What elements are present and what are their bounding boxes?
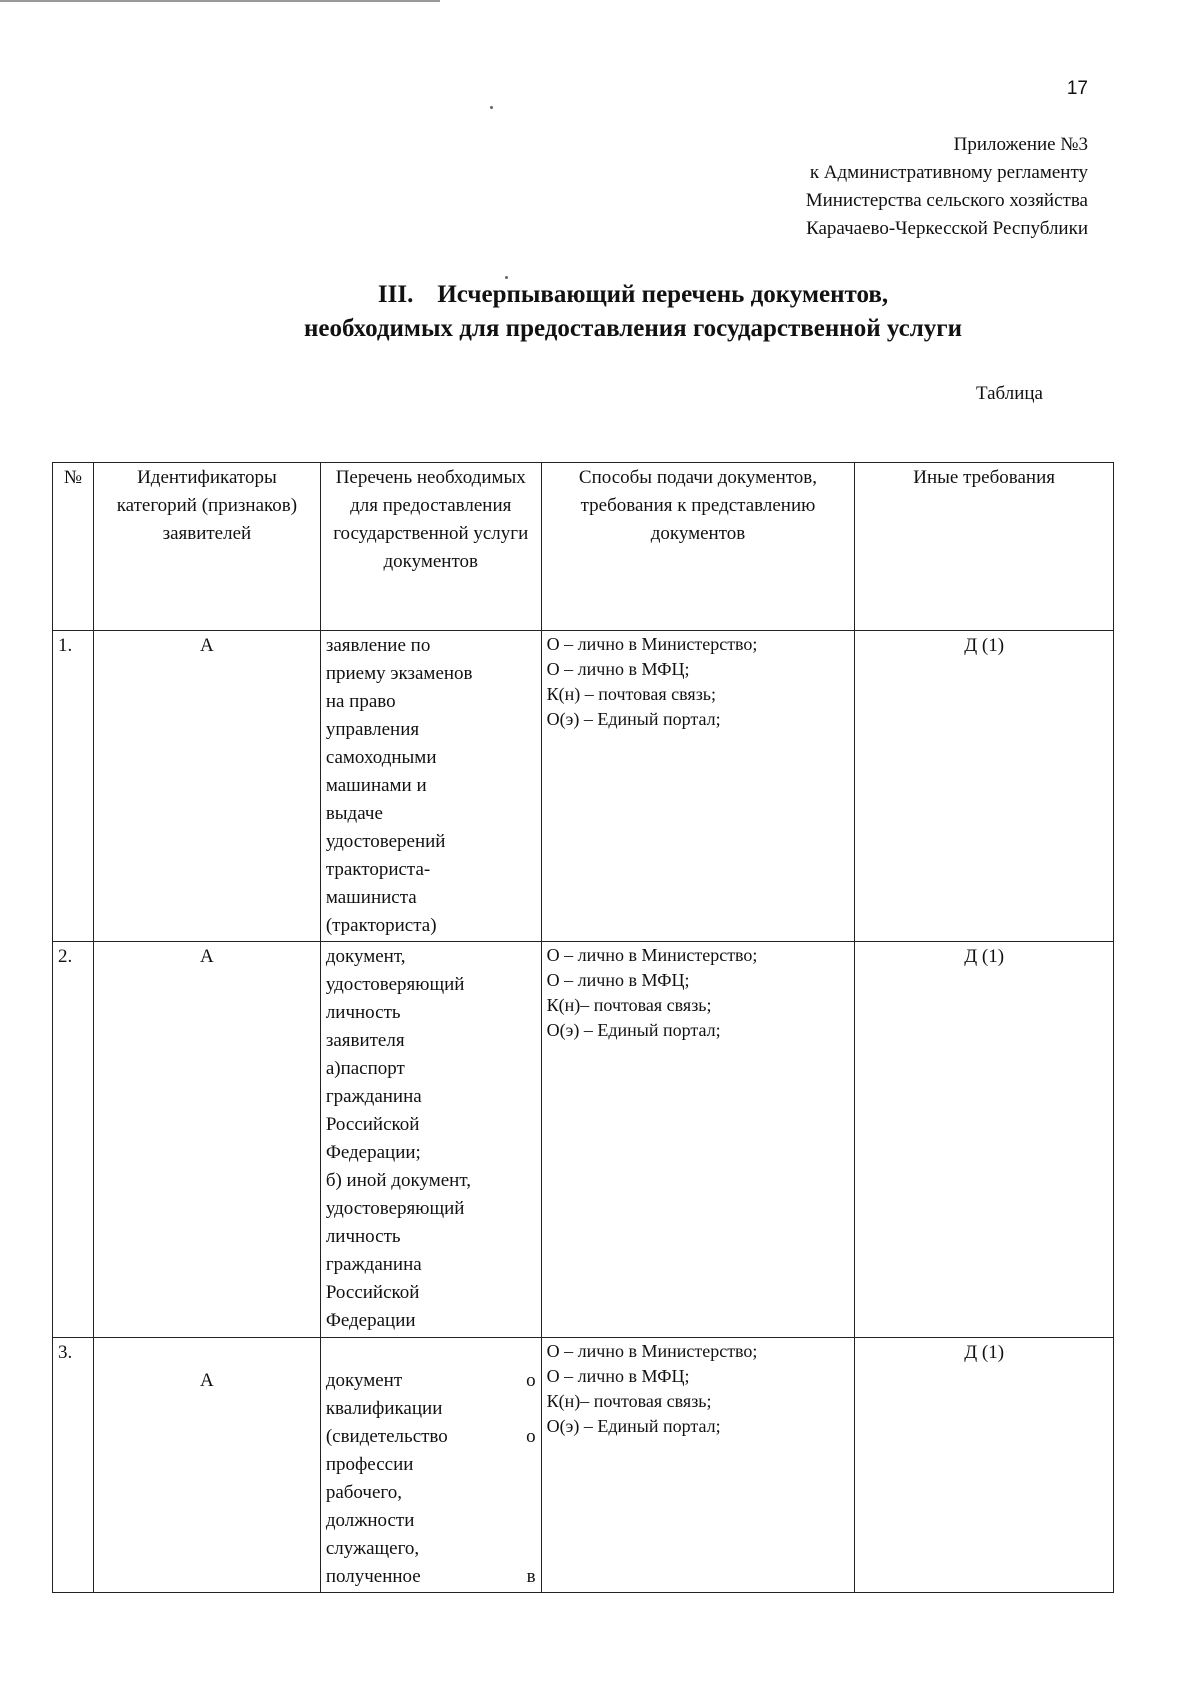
document-line: гражданина bbox=[325, 1086, 422, 1107]
document-line: самоходными bbox=[325, 747, 437, 768]
document-line: Федерации; bbox=[325, 1142, 421, 1163]
header-documents: Перечень необходимых для предоставления государственной услуги документов bbox=[320, 463, 541, 631]
row-number: 2. bbox=[53, 942, 94, 1338]
document-line: (тракториста) bbox=[325, 915, 437, 936]
way-line: О – лично в Министерство; bbox=[546, 1341, 758, 1361]
document-line: квалификации bbox=[325, 1398, 443, 1419]
document-line: удостоверяющий bbox=[325, 1198, 465, 1219]
document-line: управления bbox=[325, 719, 420, 740]
document-line: профессии bbox=[325, 1454, 414, 1475]
document-line: б) иной документ, bbox=[325, 1170, 471, 1191]
document-line: полученное в bbox=[325, 1566, 536, 1587]
attachment-line: Карачаево-Черкесской Республики bbox=[806, 218, 1088, 239]
row-number: 3. bbox=[53, 1338, 94, 1593]
attachment-header bbox=[806, 131, 1088, 243]
document-line: Российской bbox=[325, 1114, 420, 1135]
document-line: личность bbox=[325, 1002, 401, 1023]
document-line: на право bbox=[325, 691, 396, 712]
scan-speck bbox=[490, 106, 493, 109]
row-number: 1. bbox=[53, 631, 94, 942]
document-line: а)паспорт bbox=[325, 1058, 405, 1079]
title-line-1: Исчерпывающий перечень документов, bbox=[437, 281, 889, 308]
table-row bbox=[53, 1338, 1114, 1593]
section-number: III. bbox=[377, 281, 414, 308]
document-line: документ о bbox=[325, 1370, 536, 1391]
row-identifier: А bbox=[93, 631, 320, 942]
document-line: заявителя bbox=[325, 1030, 405, 1051]
section-title bbox=[0, 278, 1200, 346]
way-line: О – лично в МФЦ; bbox=[546, 970, 690, 990]
document-line: удостоверяющий bbox=[325, 974, 465, 995]
document-line: удостоверений bbox=[325, 831, 446, 852]
way-line: О(э) – Единый портал; bbox=[546, 1020, 721, 1040]
way-line: К(н) – почтовая связь; bbox=[546, 684, 717, 704]
document-line: должности bbox=[325, 1510, 415, 1531]
top-edge-line bbox=[0, 0, 440, 2]
row-other-requirements: Д (1) bbox=[855, 942, 1114, 1338]
document-line: служащего, bbox=[325, 1538, 420, 1559]
way-line: О – лично в МФЦ; bbox=[546, 659, 690, 679]
attachment-line: Приложение №3 bbox=[953, 134, 1088, 155]
document-line: личность bbox=[325, 1226, 401, 1247]
row-other-requirements: Д (1) bbox=[855, 631, 1114, 942]
row-other-requirements: Д (1) bbox=[855, 1338, 1114, 1593]
table-label: Таблица bbox=[975, 383, 1043, 404]
row-identifier: А bbox=[93, 1338, 320, 1593]
table-header-row bbox=[53, 463, 1114, 631]
document-line: (свидетельство о bbox=[325, 1426, 536, 1447]
header-other-requirements: Иные требования bbox=[855, 463, 1114, 631]
title-line-2: необходимых для предоставления государственной услуги bbox=[304, 315, 962, 342]
header-number: № bbox=[53, 463, 94, 631]
documents-table bbox=[52, 462, 1114, 1593]
document-line: заявление по bbox=[325, 635, 431, 656]
document-line: машинами и bbox=[325, 775, 427, 796]
table-row bbox=[53, 631, 1114, 942]
document-line: Федерации bbox=[325, 1310, 416, 1331]
row-document bbox=[320, 1338, 541, 1593]
way-line: О(э) – Единый портал; bbox=[546, 1416, 721, 1436]
row-submission-ways bbox=[541, 631, 855, 942]
way-line: О – лично в МФЦ; bbox=[546, 1366, 690, 1386]
document-line: машиниста bbox=[325, 887, 417, 908]
attachment-line: Министерства сельского хозяйства bbox=[805, 190, 1088, 211]
row-document bbox=[320, 942, 541, 1338]
row-submission-ways bbox=[541, 1338, 855, 1593]
way-line: О(э) – Единый портал; bbox=[546, 709, 721, 729]
row-submission-ways bbox=[541, 942, 855, 1338]
header-submission-ways: Способы подачи документов, требования к представлению документов bbox=[541, 463, 855, 631]
page-number: 17 bbox=[1066, 78, 1088, 99]
document-line: тракториста- bbox=[325, 859, 431, 880]
document-line: рабочего, bbox=[325, 1482, 402, 1503]
table-row bbox=[53, 942, 1114, 1338]
way-line: К(н)– почтовая связь; bbox=[546, 995, 712, 1015]
document-line: гражданина bbox=[325, 1254, 422, 1275]
document-line: Российской bbox=[325, 1282, 420, 1303]
way-line: О – лично в Министерство; bbox=[546, 634, 758, 654]
way-line: О – лично в Министерство; bbox=[546, 945, 758, 965]
attachment-line: к Административному регламенту bbox=[809, 162, 1088, 183]
header-identifiers: Идентификаторы категорий (признаков) заявителей bbox=[93, 463, 320, 631]
document-line: документ, bbox=[325, 946, 406, 967]
row-document bbox=[320, 631, 541, 942]
way-line: К(н)– почтовая связь; bbox=[546, 1391, 712, 1411]
document-line: выдаче bbox=[325, 803, 383, 824]
document-line: приему экзаменов bbox=[325, 663, 473, 684]
row-identifier: А bbox=[93, 942, 320, 1338]
